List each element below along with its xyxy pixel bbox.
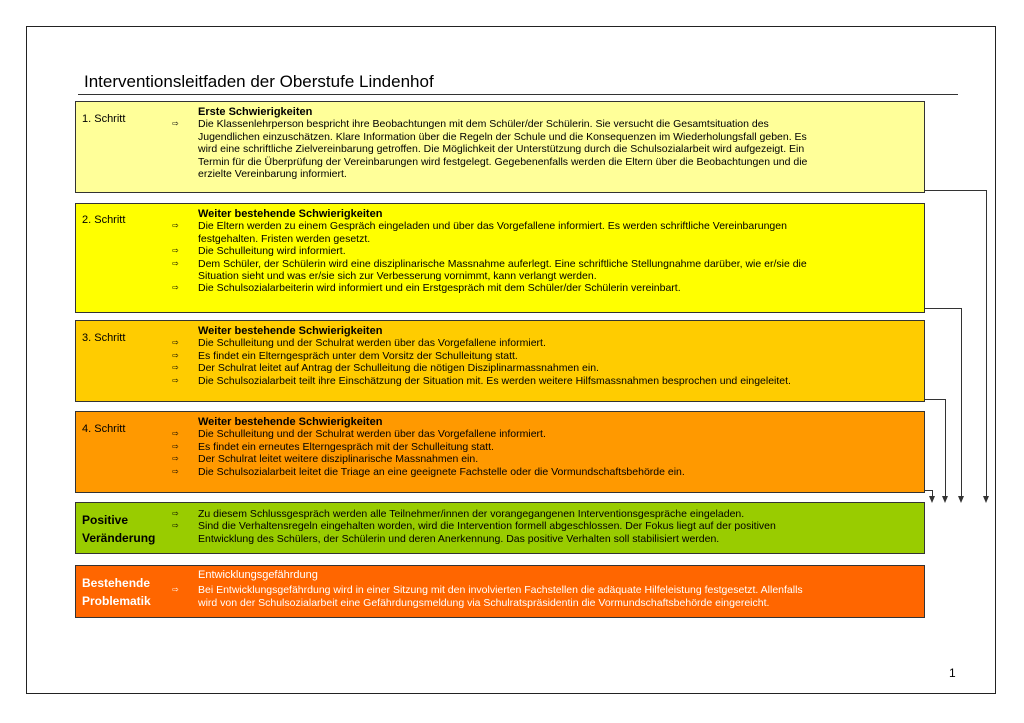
- step-item: ⇨ Die Schulsozialarbeit teilt ihre Einschätzung der Situation mit. Es werden weitere Hilfsmassnahmen besprochen und eingeleitet.: [172, 374, 791, 387]
- step-item-cont: Situation sieht und was er/sie sich zur Verbesserung vornimmt, kann verlangt werden.: [198, 270, 597, 283]
- arrow-down-icon: [929, 496, 935, 503]
- step-item: ⇨ Die Schulsozialarbeiterin wird informiert und ein Erstgespräch mit dem Schüler/der Schülerin vereinbart.: [172, 282, 681, 295]
- section-step-1: [75, 101, 925, 193]
- section-item: ⇨ Sind die Verhaltensregeln eingehalten worden, wird die Intervention formell abgeschlossen. Der Fokus liegt auf der positiven: [172, 520, 776, 533]
- arrow-right-icon: ⇨: [172, 258, 179, 268]
- section-positive: [75, 502, 925, 554]
- arrow-right-icon: ⇨: [172, 350, 179, 360]
- page-number: 1: [949, 666, 956, 680]
- section-content: [172, 569, 916, 609]
- section-item-cont: Entwicklung des Schülers, der Schülerin und deren Anerkennung. Das positive Verhalten soll stabilisiert werden.: [198, 532, 720, 545]
- section-step-3: [75, 320, 925, 402]
- step-item-cont: Termin für die Überprüfung der Vereinbarungen wird festgelegt. Gegebenenfalls werden die Eltern über die Beobachtungen und die: [198, 155, 808, 168]
- arrow-right-icon: ⇨: [172, 585, 179, 595]
- arrow-right-icon: ⇨: [172, 509, 179, 518]
- step-label: 3. Schritt: [82, 332, 126, 344]
- section-gap: [75, 193, 925, 203]
- arrow-right-icon: ⇨: [172, 441, 179, 451]
- step-heading: Weiter bestehende Schwierigkeiten: [198, 325, 383, 337]
- step-item: ⇨ Die Klassenlehrperson bespricht ihre Beobachtungen mit dem Schüler/der Schülerin. Sie versucht die Gesamtsituation des: [172, 118, 769, 131]
- arrow-right-icon: ⇨: [172, 119, 179, 129]
- arrow-right-icon: ⇨: [172, 375, 179, 385]
- step-content: [172, 413, 916, 478]
- step-item: ⇨ Der Schulrat leitet auf Antrag der Schulleitung die nötigen Disziplinarmassnahmen ein.: [172, 362, 599, 375]
- step-item-cont: Jugendlichen einzuschätzen. Klare Information über die Regeln der Schule und die Konsequenzen im Wiederholungsfall geben. Es: [198, 130, 807, 143]
- section-heading: Entwicklungsgefährdung: [198, 569, 318, 581]
- arrow-right-icon: ⇨: [172, 521, 179, 531]
- step-item: ⇨ Es findet ein Elterngespräch unter dem Vorsitz der Schulleitung statt.: [172, 349, 518, 362]
- section-gap: [75, 554, 925, 565]
- arrow-right-icon: ⇨: [172, 221, 179, 231]
- section-problem: [75, 565, 925, 618]
- arrow-right-icon: ⇨: [172, 283, 179, 293]
- section-gap: [75, 493, 925, 502]
- arrow-down-icon: [958, 496, 964, 503]
- step-item: ⇨ Es findet ein erneutes Elterngespräch mit der Schulleitung statt.: [172, 440, 494, 453]
- section-item: ⇨ Zu diesem Schlussgespräch werden alle Teilnehmer/innen der vorangegangenen Interventionsgespräche eingeladen.: [172, 508, 745, 520]
- step-item: ⇨ Der Schulrat leitet weitere disziplinarische Massnahmen ein.: [172, 453, 479, 466]
- arrow-right-icon: ⇨: [172, 429, 179, 439]
- step-item: ⇨ Die Schulleitung wird informiert.: [172, 245, 346, 258]
- step-heading: Weiter bestehende Schwierigkeiten: [198, 208, 383, 220]
- section-step-2: [75, 203, 925, 313]
- section-gap: [75, 402, 925, 411]
- arrow-right-icon: ⇨: [172, 454, 179, 464]
- step-content: [172, 205, 916, 295]
- step-label: 2. Schritt: [82, 214, 126, 226]
- section-label: Bestehende Problematik: [82, 576, 151, 608]
- step-item-cont: erzielte Vereinbarung informiert.: [198, 168, 347, 181]
- step-item-cont: wird eine schriftliche Zielvereinbarung getroffen. Die Möglichkeit der Unterstützung durch die Schulsozialarbeit wird aufgezeigt. Ein: [198, 143, 805, 156]
- step-heading: Erste Schwierigkeiten: [198, 106, 313, 118]
- section-gap: [75, 313, 925, 320]
- section-item: ⇨ Bei Entwicklungsgefährdung wird in einer Sitzung mit den involvierten Fachstellen die adäquate Hilfeleistung festgesetzt. Allenfalls: [172, 584, 803, 597]
- arrow-right-icon: ⇨: [172, 363, 179, 373]
- step-content: [172, 103, 916, 181]
- step-item: ⇨ Die Schulleitung und der Schulrat werden über das Vorgefallene informiert.: [172, 428, 546, 441]
- arrow-right-icon: ⇨: [172, 338, 179, 348]
- arrow-right-icon: ⇨: [172, 466, 179, 476]
- section-step-4: [75, 411, 925, 493]
- step-item: ⇨ Dem Schüler, der Schülerin wird eine disziplinarische Massnahme auferlegt. Eine schriftliche Stellungnahme darüber, wie er/sie die: [172, 257, 807, 270]
- section-content: [172, 508, 916, 545]
- step-heading: Weiter bestehende Schwierigkeiten: [198, 416, 383, 428]
- section-label: Positive Veränderung: [82, 513, 156, 545]
- arrow-down-icon: [942, 496, 948, 503]
- step-item: ⇨ Die Schulleitung und der Schulrat werden über das Vorgefallene informiert.: [172, 337, 546, 350]
- step-content: [172, 322, 916, 387]
- arrow-right-icon: ⇨: [172, 246, 179, 256]
- step-label: 4. Schritt: [82, 423, 126, 435]
- section-item-cont: wird von der Schulsozialarbeit eine Gefährdungsmeldung via Schulratspräsidentin die Vormundschaftsbehörde eingereicht.: [198, 596, 770, 609]
- title-underline: [78, 94, 958, 95]
- step-item: ⇨ Die Schulsozialarbeit leitet die Triage an eine geeignete Fachstelle oder die Vormundschaftsbehörde ein.: [172, 465, 685, 478]
- step-label: 1. Schritt: [82, 113, 126, 125]
- step-item-cont: festgehalten. Fristen werden gesetzt.: [198, 232, 371, 245]
- arrow-down-icon: [983, 496, 989, 503]
- page-title: Interventionsleitfaden der Oberstufe Lindenhof: [84, 72, 434, 91]
- step-item: ⇨ Die Eltern werden zu einem Gespräch eingeladen und über das Vorgefallene informiert. Es werden schriftliche Vereinbarungen: [172, 220, 787, 233]
